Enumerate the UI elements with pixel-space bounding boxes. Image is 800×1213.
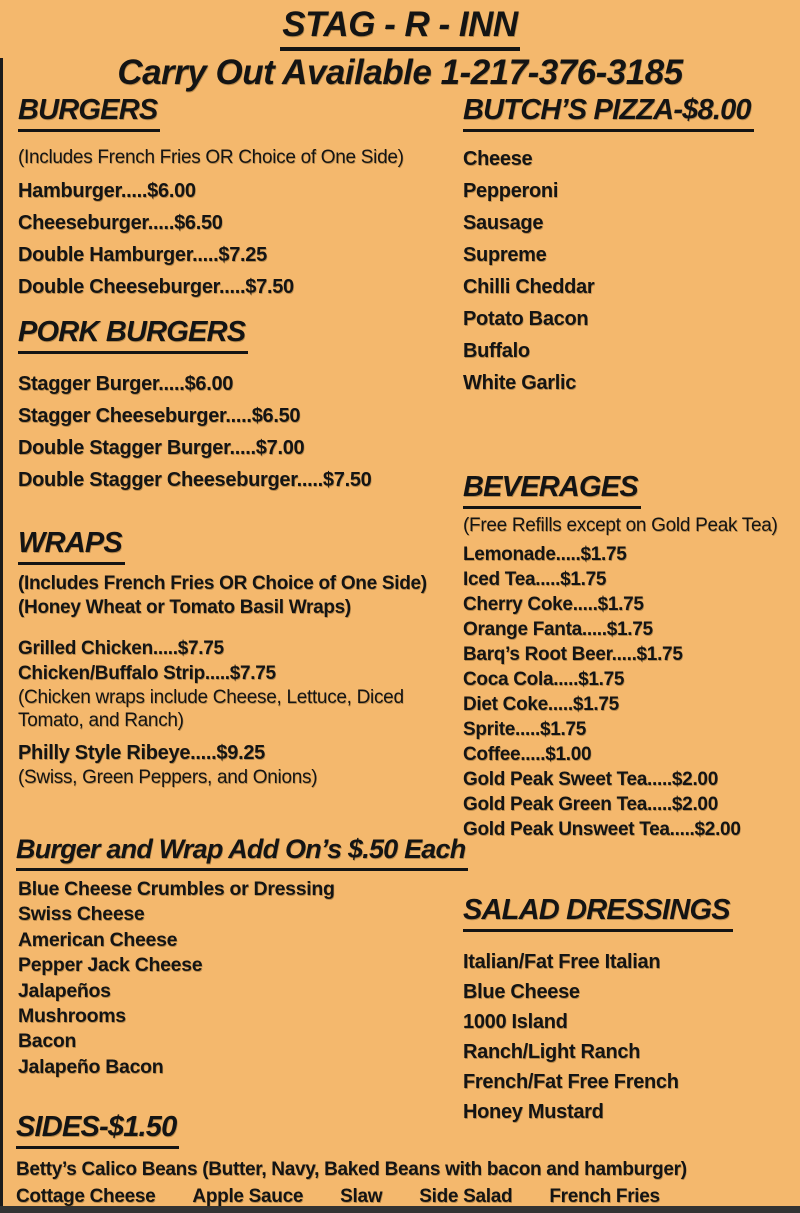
menu-item: Ranch/Light Ranch: [463, 1041, 641, 1063]
sides-title-text: SIDES-$1.50: [16, 1111, 179, 1149]
section-wraps: [18, 527, 468, 790]
menu-item: Double Stagger Burger.....$7.00: [18, 437, 305, 459]
sides-beans-note: Betty’s Calico Beans (Butter, Navy, Baked Beans with bacon and hamburger): [16, 1159, 687, 1180]
burgers-title-text: BURGERS: [18, 94, 160, 132]
menu-item: Honey Mustard: [463, 1101, 604, 1123]
menu-item: Apple Sauce: [192, 1186, 304, 1207]
menu-item: Pepper Jack Cheese: [18, 954, 203, 977]
menu-item: Stagger Cheeseburger.....$6.50: [18, 405, 301, 427]
menu-item: Swiss Cheese: [18, 903, 145, 926]
menu-item: Sprite.....$1.75: [463, 719, 586, 740]
menu-item: 1000 Island: [463, 1011, 568, 1033]
salad-dressings-items: [463, 947, 798, 1127]
menu-item: Coffee.....$1.00: [463, 744, 592, 765]
pizza-items: [463, 143, 798, 399]
menu-item: Hamburger.....$6.00: [18, 180, 196, 202]
menu-item: Gold Peak Unsweet Tea.....$2.00: [463, 819, 741, 840]
menu-item: Grilled Chicken.....$7.75: [18, 638, 224, 659]
pork-burgers-title-text: PORK BURGERS: [18, 316, 248, 354]
menu-item: Diet Coke.....$1.75: [463, 694, 619, 715]
wraps-title-text: WRAPS: [18, 527, 125, 565]
burgers-note: (Includes French Fries OR Choice of One Side): [18, 147, 404, 168]
section-salad-dressings: [463, 894, 798, 1127]
wraps-note-sides: (Includes French Fries OR Choice of One Side): [18, 573, 427, 594]
wraps-note-breads: (Honey Wheat or Tomato Basil Wraps): [18, 597, 351, 618]
beverages-title-text: BEVERAGES: [463, 471, 641, 509]
addons-items: [18, 877, 465, 1080]
menu-item: Chicken/Buffalo Strip.....$7.75: [18, 663, 276, 684]
wraps-items: [18, 636, 468, 686]
menu-item: Cottage Cheese: [16, 1186, 156, 1207]
menu-item: Coca Cola.....$1.75: [463, 669, 625, 690]
menu-item: Buffalo: [463, 340, 530, 362]
menu-header: [0, 5, 800, 93]
section-pork-burgers: [18, 316, 465, 496]
menu-item: Orange Fanta.....$1.75: [463, 619, 653, 640]
menu-item: Blue Cheese: [463, 981, 580, 1003]
menu-item: Cherry Coke.....$1.75: [463, 594, 644, 615]
menu-item: Mushrooms: [18, 1005, 126, 1028]
pizza-title: [463, 94, 798, 132]
menu-item: Italian/Fat Free Italian: [463, 951, 661, 973]
menu-item: Stagger Burger.....$6.00: [18, 373, 234, 395]
restaurant-name-text: STAG - R - INN: [280, 5, 519, 51]
addons-title-text: Burger and Wrap Add On’s $.50 Each: [16, 833, 468, 871]
section-burgers: [18, 94, 465, 303]
burgers-items: [18, 175, 465, 303]
menu-item: Side Salad: [419, 1186, 513, 1207]
section-pizza: [463, 94, 798, 399]
pork-burgers-items: [18, 368, 465, 496]
menu-item: Cheese: [463, 148, 533, 170]
menu-item: Double Hamburger.....$7.25: [18, 244, 267, 266]
addons-title: [16, 833, 476, 871]
burgers-title: [18, 94, 465, 132]
menu-item: Gold Peak Sweet Tea.....$2.00: [463, 769, 718, 790]
ribeye-item: Philly Style Ribeye.....$9.25: [18, 742, 265, 764]
menu-item: Pepperoni: [463, 180, 559, 202]
salad-dressings-title-text: SALAD DRESSINGS: [463, 894, 733, 932]
section-beverages: [463, 471, 800, 842]
menu-item: Iced Tea.....$1.75: [463, 569, 607, 590]
menu-item: Jalapeños: [18, 979, 111, 1002]
chicken-wrap-note: (Chicken wraps include Cheese, Lettuce, Diced Tomato, and Ranch): [18, 687, 404, 731]
menu-item: Blue Cheese Crumbles or Dressing: [18, 878, 335, 900]
menu-item: Barq’s Root Beer.....$1.75: [463, 644, 683, 665]
ribeye-note: (Swiss, Green Peppers, and Onions): [18, 767, 318, 788]
beverages-items: [463, 542, 800, 842]
beverages-note: (Free Refills except on Gold Peak Tea): [463, 515, 778, 536]
menu-item: Slaw: [340, 1186, 383, 1207]
beverages-title: [463, 471, 800, 509]
menu-item: Chilli Cheddar: [463, 276, 595, 298]
sides-items: [16, 1185, 796, 1209]
menu-item: White Garlic: [463, 372, 577, 394]
left-edge-artifact: [0, 58, 3, 1213]
restaurant-name: [0, 5, 800, 51]
menu-item: Lemonade.....$1.75: [463, 544, 627, 565]
menu-item: Sausage: [463, 212, 544, 234]
pizza-title-text: BUTCH’S PIZZA-$8.00: [463, 94, 754, 132]
section-addons-header: [16, 833, 476, 871]
section-addons-list: [18, 877, 465, 1080]
menu-item: Bacon: [18, 1030, 77, 1053]
menu-item: Double Cheeseburger.....$7.50: [18, 276, 294, 298]
salad-dressings-title: [463, 894, 798, 932]
pork-burgers-title: [18, 316, 465, 354]
wraps-title: [18, 527, 468, 565]
menu-item: French Fries: [549, 1186, 660, 1207]
menu-item: Jalapeño Bacon: [18, 1055, 164, 1078]
menu-item: French/Fat Free French: [463, 1071, 679, 1093]
menu-item: Supreme: [463, 244, 547, 266]
carryout-phone-line: Carry Out Available 1-217-376-3185: [117, 53, 683, 92]
menu-item: Potato Bacon: [463, 308, 589, 330]
menu-item: Cheeseburger.....$6.50: [18, 212, 223, 234]
menu-item: Double Stagger Cheeseburger.....$7.50: [18, 469, 372, 491]
menu-item: Gold Peak Green Tea.....$2.00: [463, 794, 718, 815]
menu-item: American Cheese: [18, 928, 178, 951]
